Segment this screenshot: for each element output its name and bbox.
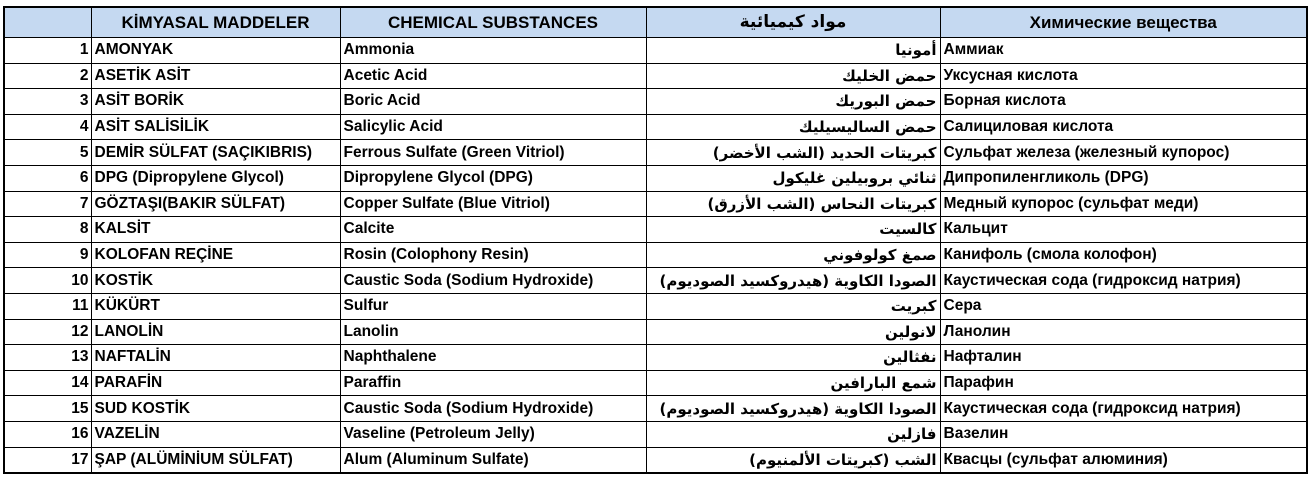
table-row — [4, 268, 1307, 294]
row-number-cell[interactable]: 4 — [4, 114, 91, 140]
english-name-cell[interactable]: Naphthalene — [340, 345, 646, 371]
table-row — [4, 396, 1307, 422]
turkish-name-cell[interactable]: KOSTİK — [91, 268, 340, 294]
table-row — [4, 89, 1307, 115]
header-russian[interactable]: Химические вещества — [940, 7, 1307, 38]
row-number-cell[interactable]: 10 — [4, 268, 91, 294]
table-row — [4, 370, 1307, 396]
row-number-cell[interactable]: 15 — [4, 396, 91, 422]
arabic-name-cell[interactable]: حمض الخليك — [646, 63, 940, 89]
arabic-name-cell[interactable]: حمض البوريك — [646, 89, 940, 115]
row-number-cell[interactable]: 8 — [4, 217, 91, 243]
english-name-cell[interactable]: Boric Acid — [340, 89, 646, 115]
row-number-cell[interactable]: 2 — [4, 63, 91, 89]
russian-name-cell[interactable]: Кальцит — [940, 217, 1307, 243]
arabic-name-cell[interactable]: حمض الساليسيليك — [646, 114, 940, 140]
russian-name-cell[interactable]: Канифоль (смола колофон) — [940, 242, 1307, 268]
table-row — [4, 165, 1307, 191]
arabic-name-cell[interactable]: ثنائي بروبيلين غليكول — [646, 165, 940, 191]
english-name-cell[interactable]: Sulfur — [340, 293, 646, 319]
arabic-name-cell[interactable]: لانولين — [646, 319, 940, 345]
english-name-cell[interactable]: Vaseline (Petroleum Jelly) — [340, 421, 646, 447]
english-name-cell[interactable]: Copper Sulfate (Blue Vitriol) — [340, 191, 646, 217]
row-number-cell[interactable]: 13 — [4, 345, 91, 371]
russian-name-cell[interactable]: Аммиак — [940, 38, 1307, 64]
arabic-name-cell[interactable]: فازلين — [646, 421, 940, 447]
english-name-cell[interactable]: Calcite — [340, 217, 646, 243]
english-name-cell[interactable]: Caustic Soda (Sodium Hydroxide) — [340, 268, 646, 294]
russian-name-cell[interactable]: Каустическая сода (гидроксид натрия) — [940, 396, 1307, 422]
russian-name-cell[interactable]: Нафталин — [940, 345, 1307, 371]
russian-name-cell[interactable]: Медный купорос (сульфат меди) — [940, 191, 1307, 217]
russian-name-cell[interactable]: Сульфат железа (железный купорос) — [940, 140, 1307, 166]
turkish-name-cell[interactable]: ASİT SALİSİLİK — [91, 114, 340, 140]
row-number-cell[interactable]: 9 — [4, 242, 91, 268]
russian-name-cell[interactable]: Вазелин — [940, 421, 1307, 447]
table-row — [4, 191, 1307, 217]
russian-name-cell[interactable]: Квасцы (сульфат алюминия) — [940, 447, 1307, 473]
english-name-cell[interactable]: Paraffin — [340, 370, 646, 396]
row-number-cell[interactable]: 14 — [4, 370, 91, 396]
table-row — [4, 421, 1307, 447]
header-turkish[interactable]: KİMYASAL MADDELER — [91, 7, 340, 38]
table-row — [4, 447, 1307, 473]
russian-name-cell[interactable]: Уксусная кислота — [940, 63, 1307, 89]
english-name-cell[interactable]: Alum (Aluminum Sulfate) — [340, 447, 646, 473]
header-number[interactable] — [4, 7, 91, 38]
row-number-cell[interactable]: 7 — [4, 191, 91, 217]
turkish-name-cell[interactable]: GÖZTAŞI(BAKIR SÜLFAT) — [91, 191, 340, 217]
chemical-substances-sheet — [3, 6, 1308, 474]
russian-name-cell[interactable]: Сера — [940, 293, 1307, 319]
row-number-cell[interactable]: 1 — [4, 38, 91, 64]
turkish-name-cell[interactable]: SUD KOSTİK — [91, 396, 340, 422]
turkish-name-cell[interactable]: VAZELİN — [91, 421, 340, 447]
english-name-cell[interactable]: Caustic Soda (Sodium Hydroxide) — [340, 396, 646, 422]
arabic-name-cell[interactable]: شمع البارافين — [646, 370, 940, 396]
turkish-name-cell[interactable]: KOLOFAN REÇİNE — [91, 242, 340, 268]
turkish-name-cell[interactable]: ASİT BORİK — [91, 89, 340, 115]
english-name-cell[interactable]: Lanolin — [340, 319, 646, 345]
english-name-cell[interactable]: Acetic Acid — [340, 63, 646, 89]
table-row — [4, 63, 1307, 89]
turkish-name-cell[interactable]: NAFTALİN — [91, 345, 340, 371]
row-number-cell[interactable]: 5 — [4, 140, 91, 166]
russian-name-cell[interactable]: Парафин — [940, 370, 1307, 396]
table-row — [4, 319, 1307, 345]
table-row — [4, 140, 1307, 166]
row-number-cell[interactable]: 12 — [4, 319, 91, 345]
turkish-name-cell[interactable]: DEMİR SÜLFAT (SAÇIKIBRIS) — [91, 140, 340, 166]
turkish-name-cell[interactable]: ASETİK ASİT — [91, 63, 340, 89]
arabic-name-cell[interactable]: أمونيا — [646, 38, 940, 64]
arabic-name-cell[interactable]: صمغ كولوفوني — [646, 242, 940, 268]
turkish-name-cell[interactable]: KALSİT — [91, 217, 340, 243]
english-name-cell[interactable]: Salicylic Acid — [340, 114, 646, 140]
arabic-name-cell[interactable]: الصودا الكاوية (هيدروكسيد الصوديوم) — [646, 268, 940, 294]
russian-name-cell[interactable]: Борная кислота — [940, 89, 1307, 115]
turkish-name-cell[interactable]: PARAFİN — [91, 370, 340, 396]
russian-name-cell[interactable]: Ланолин — [940, 319, 1307, 345]
header-row — [4, 7, 1307, 38]
table-body — [4, 38, 1307, 474]
english-name-cell[interactable]: Ferrous Sulfate (Green Vitriol) — [340, 140, 646, 166]
table-row — [4, 114, 1307, 140]
arabic-name-cell[interactable]: كالسيت — [646, 217, 940, 243]
turkish-name-cell[interactable]: KÜKÜRT — [91, 293, 340, 319]
arabic-name-cell[interactable]: الصودا الكاوية (هيدروكسيد الصوديوم) — [646, 396, 940, 422]
header-english[interactable]: CHEMICAL SUBSTANCES — [340, 7, 646, 38]
arabic-name-cell[interactable]: الشب (كبريتات الألمنيوم) — [646, 447, 940, 473]
english-name-cell[interactable]: Dipropylene Glycol (DPG) — [340, 165, 646, 191]
turkish-name-cell[interactable]: ŞAP (ALÜMİNİUM SÜLFAT) — [91, 447, 340, 473]
row-number-cell[interactable]: 16 — [4, 421, 91, 447]
english-name-cell[interactable]: Ammonia — [340, 38, 646, 64]
russian-name-cell[interactable]: Каустическая сода (гидроксид натрия) — [940, 268, 1307, 294]
table-row — [4, 217, 1307, 243]
chemical-substances-table — [3, 6, 1308, 474]
row-number-cell[interactable]: 17 — [4, 447, 91, 473]
english-name-cell[interactable]: Rosin (Colophony Resin) — [340, 242, 646, 268]
table-row — [4, 345, 1307, 371]
arabic-name-cell[interactable]: كبريتات الحديد (الشب الأخضر) — [646, 140, 940, 166]
row-number-cell[interactable]: 6 — [4, 165, 91, 191]
turkish-name-cell[interactable]: LANOLİN — [91, 319, 340, 345]
arabic-name-cell[interactable]: نفثالين — [646, 345, 940, 371]
row-number-cell[interactable]: 3 — [4, 89, 91, 115]
turkish-name-cell[interactable]: DPG (Dipropylene Glycol) — [91, 165, 340, 191]
turkish-name-cell[interactable]: AMONYAK — [91, 38, 340, 64]
table-row — [4, 293, 1307, 319]
arabic-name-cell[interactable]: كبريت — [646, 293, 940, 319]
russian-name-cell[interactable]: Салициловая кислота — [940, 114, 1307, 140]
row-number-cell[interactable]: 11 — [4, 293, 91, 319]
arabic-name-cell[interactable]: كبريتات النحاس (الشب الأزرق) — [646, 191, 940, 217]
russian-name-cell[interactable]: Дипропиленгликоль (DPG) — [940, 165, 1307, 191]
header-arabic[interactable]: مواد كيميائية — [646, 7, 940, 38]
table-row — [4, 38, 1307, 64]
table-row — [4, 242, 1307, 268]
